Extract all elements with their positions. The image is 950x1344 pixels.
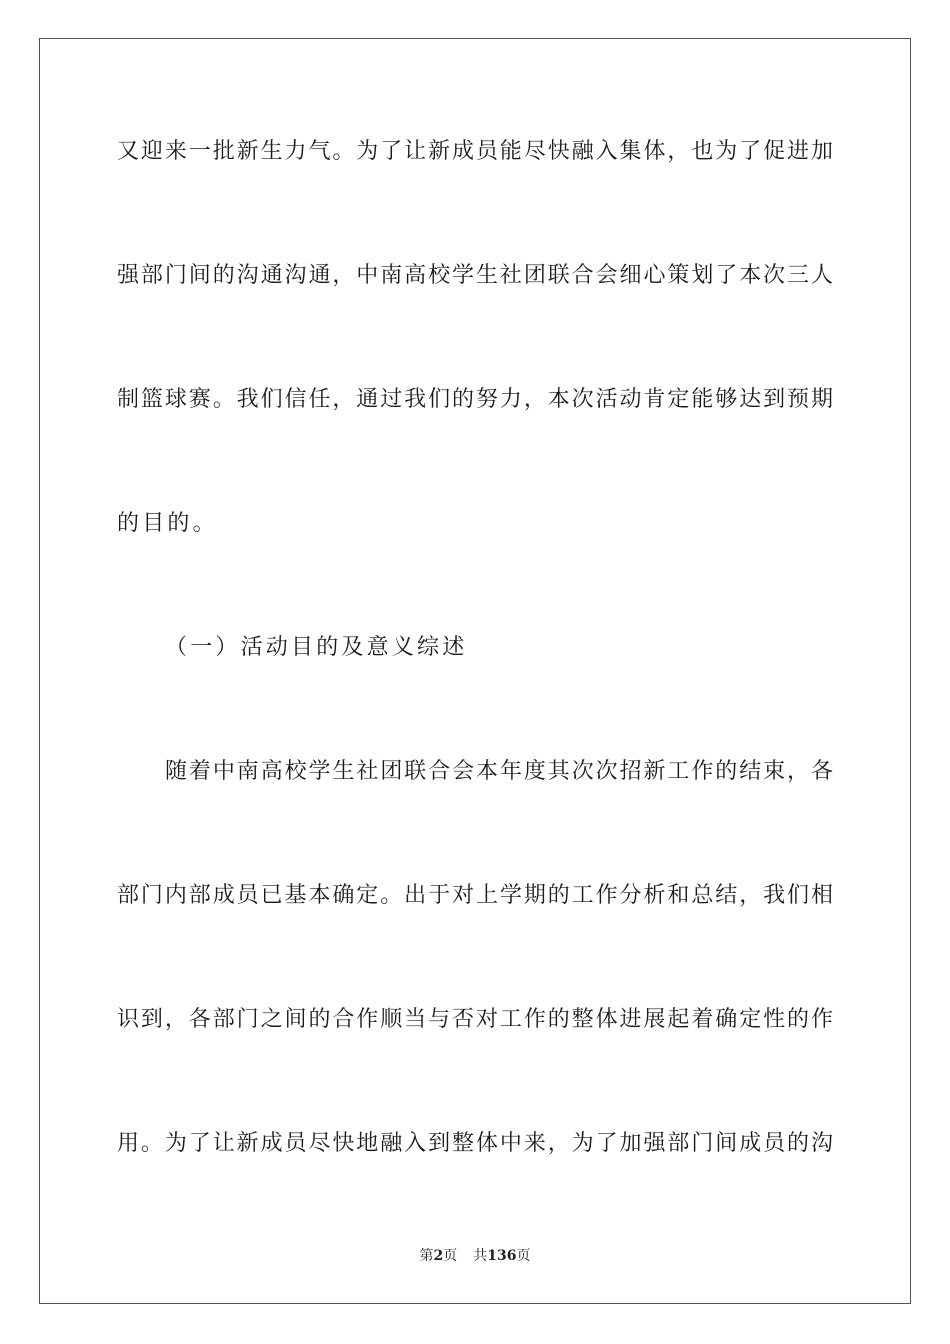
body-text-line: 部门内部成员已基本确定。出于对上学期的工作分析和总结，我们相 [117, 883, 833, 908]
body-text-line: 随着中南高校学生社团联合会本年度其次次招新工作的结束，各 [165, 759, 833, 784]
body-text-line: 强部门间的沟通沟通，中南高校学生社团联合会细心策划了本次三人 [117, 263, 833, 288]
section-heading: （一）活动目的及意义综述 [165, 635, 468, 660]
footer-page-suffix: 页 [443, 1248, 458, 1264]
footer-total-prefix: 共 [473, 1248, 488, 1264]
body-text-line: 识到，各部门之间的合作顺当与否对工作的整体进展起着确定性的作 [117, 1007, 833, 1032]
footer-page-prefix: 第 [419, 1248, 434, 1264]
page-frame [39, 38, 911, 1304]
body-text-line: 又迎来一批新生力气。为了让新成员能尽快融入集体，也为了促进加 [117, 139, 833, 164]
body-text-line: 用。为了让新成员尽快地融入到整体中来，为了加强部门间成员的沟 [117, 1131, 833, 1156]
body-text-line: 制篮球赛。我们信任，通过我们的努力，本次活动肯定能够达到预期 [117, 387, 833, 412]
footer-total-suffix: 页 [516, 1248, 531, 1264]
footer-total-pages: 136 [487, 1248, 517, 1264]
page-footer [0, 1247, 950, 1265]
footer-page-number: 2 [433, 1248, 444, 1264]
body-text-line: 的目的。 [117, 511, 218, 536]
